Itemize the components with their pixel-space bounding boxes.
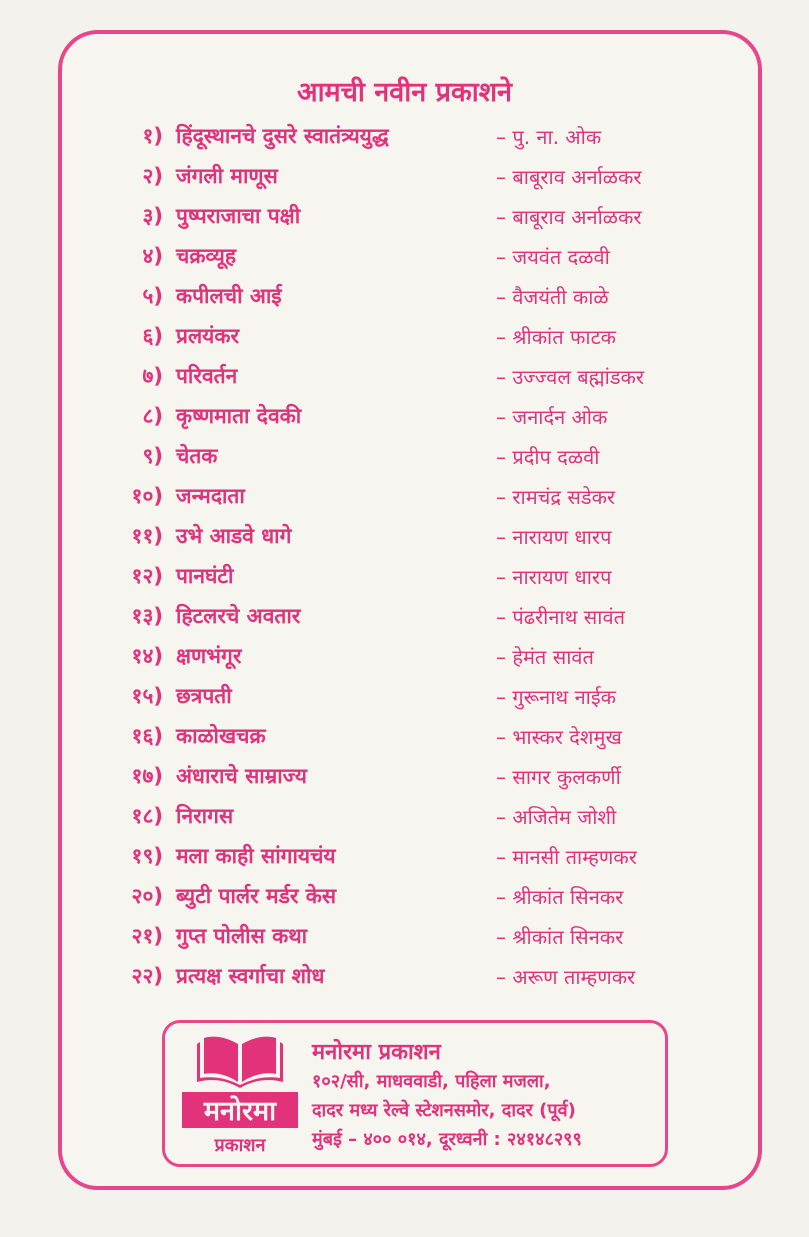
book-number: १५) bbox=[131, 684, 163, 708]
book-number: २०) bbox=[131, 884, 163, 908]
book-number: २१) bbox=[131, 924, 163, 948]
book-number: १८) bbox=[131, 804, 163, 828]
book-row bbox=[0, 636, 809, 676]
book-number: १०) bbox=[131, 484, 163, 508]
book-title: हिंदूस्थानचे दुसरे स्वातंत्र्ययुद्ध bbox=[176, 124, 389, 148]
book-number: २२) bbox=[131, 964, 163, 988]
book-title: छत्रपती bbox=[176, 684, 232, 708]
book-title: परिवर्तन bbox=[176, 364, 238, 388]
book-row bbox=[0, 196, 809, 236]
book-row bbox=[0, 476, 809, 516]
book-title: कृष्णमाता देवकी bbox=[176, 404, 302, 428]
book-row bbox=[0, 436, 809, 476]
book-author: – मानसी ताम्हणकर bbox=[496, 845, 637, 869]
book-row bbox=[0, 676, 809, 716]
publisher-logo bbox=[178, 1030, 302, 1158]
book-author: – श्रीकांत फाटक bbox=[496, 325, 617, 349]
book-author: – सागर कुलकर्णी bbox=[496, 765, 621, 789]
book-number: ७) bbox=[142, 364, 163, 388]
book-row bbox=[0, 236, 809, 276]
book-number: २) bbox=[142, 164, 163, 188]
book-title: चेतक bbox=[176, 444, 218, 468]
book-number: १७) bbox=[131, 764, 163, 788]
book-number: १९) bbox=[131, 844, 163, 868]
book-row bbox=[0, 836, 809, 876]
book-author: – भास्कर देशमुख bbox=[496, 725, 622, 749]
book-title: पुष्पराजाचा पक्षी bbox=[176, 204, 301, 228]
publisher-address-line-1: १०२/सी, माधववाडी, पहिला मजला, bbox=[312, 1071, 551, 1092]
book-number: १४) bbox=[131, 644, 163, 668]
book-author: – नारायण धारप bbox=[496, 525, 612, 549]
book-row bbox=[0, 156, 809, 196]
book-title: उभे आडवे धागे bbox=[176, 524, 292, 548]
book-number: ११) bbox=[131, 524, 163, 548]
book-row bbox=[0, 356, 809, 396]
book-number: ६) bbox=[142, 324, 163, 348]
book-author: – अरूण ताम्हणकर bbox=[496, 965, 636, 989]
book-author: – बाबूराव अर्नाळकर bbox=[496, 205, 642, 229]
book-number: ५) bbox=[142, 284, 163, 308]
book-author: – बाबूराव अर्नाळकर bbox=[496, 165, 642, 189]
book-author: – पंढरीनाथ सावंत bbox=[496, 605, 625, 629]
book-row bbox=[0, 556, 809, 596]
book-title: काळोखचक्र bbox=[176, 724, 266, 748]
book-number: १२) bbox=[131, 564, 163, 588]
book-row bbox=[0, 276, 809, 316]
book-row bbox=[0, 796, 809, 836]
book-number: १३) bbox=[131, 604, 163, 628]
book-title: चक्रव्यूह bbox=[176, 244, 236, 268]
book-title: जंगली माणूस bbox=[176, 164, 278, 188]
book-row bbox=[0, 956, 809, 996]
book-author: – रामचंद्र सडेकर bbox=[496, 485, 616, 509]
book-author: – श्रीकांत सिनकर bbox=[496, 885, 624, 909]
book-row bbox=[0, 716, 809, 756]
logo-word: मनोरमा bbox=[203, 1096, 277, 1127]
book-title: ब्युटी पार्लर मर्डर केस bbox=[176, 884, 337, 908]
book-author: – हेमंत सावंत bbox=[496, 645, 594, 669]
book-author: – गुरूनाथ नाईक bbox=[496, 685, 617, 709]
book-number: ८) bbox=[142, 404, 163, 428]
book-author: – पु. ना. ओक bbox=[496, 125, 602, 149]
book-author: – प्रदीप दळवी bbox=[496, 445, 600, 469]
book-author: – श्रीकांत सिनकर bbox=[496, 925, 624, 949]
logo-subtitle: प्रकाशन bbox=[214, 1135, 266, 1156]
book-title: अंधाराचे साम्राज्य bbox=[176, 764, 307, 788]
book-title: निरागस bbox=[176, 804, 234, 828]
book-title: हिटलरचे अवतार bbox=[176, 604, 301, 628]
book-title: कपीलची आई bbox=[176, 284, 282, 308]
book-title: प्रलयंकर bbox=[176, 324, 240, 348]
book-title: क्षणभंगूर bbox=[176, 644, 242, 668]
book-title: पानघंटी bbox=[176, 564, 234, 588]
book-row bbox=[0, 116, 809, 156]
open-book-icon bbox=[197, 1037, 283, 1088]
book-title: गुप्त पोलीस कथा bbox=[176, 924, 308, 948]
book-number: ९) bbox=[142, 444, 163, 468]
publisher-name: मनोरमा प्रकाशन bbox=[312, 1040, 441, 1065]
book-row bbox=[0, 756, 809, 796]
book-number: ४) bbox=[142, 244, 163, 268]
page-title: आमची नवीन प्रकाशने bbox=[296, 77, 513, 108]
book-row bbox=[0, 396, 809, 436]
book-author: – जयवंत दळवी bbox=[496, 245, 610, 269]
publisher-contact-line: मुंबई – ४०० ०१४, दूरध्वनी : २४१४८२९९ bbox=[312, 1129, 582, 1150]
book-author: – नारायण धारप bbox=[496, 565, 612, 589]
publisher-address-line-2: दादर मध्य रेल्वे स्टेशनसमोर, दादर (पूर्व) bbox=[312, 1100, 576, 1121]
book-author: – जनार्दन ओक bbox=[496, 405, 608, 429]
book-title: जन्मदाता bbox=[176, 484, 245, 508]
book-title: प्रत्यक्ष स्वर्गाचा शोध bbox=[176, 964, 325, 988]
book-row bbox=[0, 876, 809, 916]
book-author: – उज्ज्वल बह्मांडकर bbox=[496, 365, 645, 389]
book-number: १) bbox=[142, 124, 163, 148]
book-row bbox=[0, 596, 809, 636]
book-row bbox=[0, 916, 809, 956]
book-row bbox=[0, 316, 809, 356]
book-number: १६) bbox=[131, 724, 163, 748]
book-number: ३) bbox=[142, 204, 163, 228]
book-title: मला काही सांगायचंय bbox=[176, 844, 336, 868]
book-author: – अजितेम जोशी bbox=[496, 805, 617, 829]
book-author: – वैजयंती काळे bbox=[496, 285, 609, 309]
book-row bbox=[0, 516, 809, 556]
